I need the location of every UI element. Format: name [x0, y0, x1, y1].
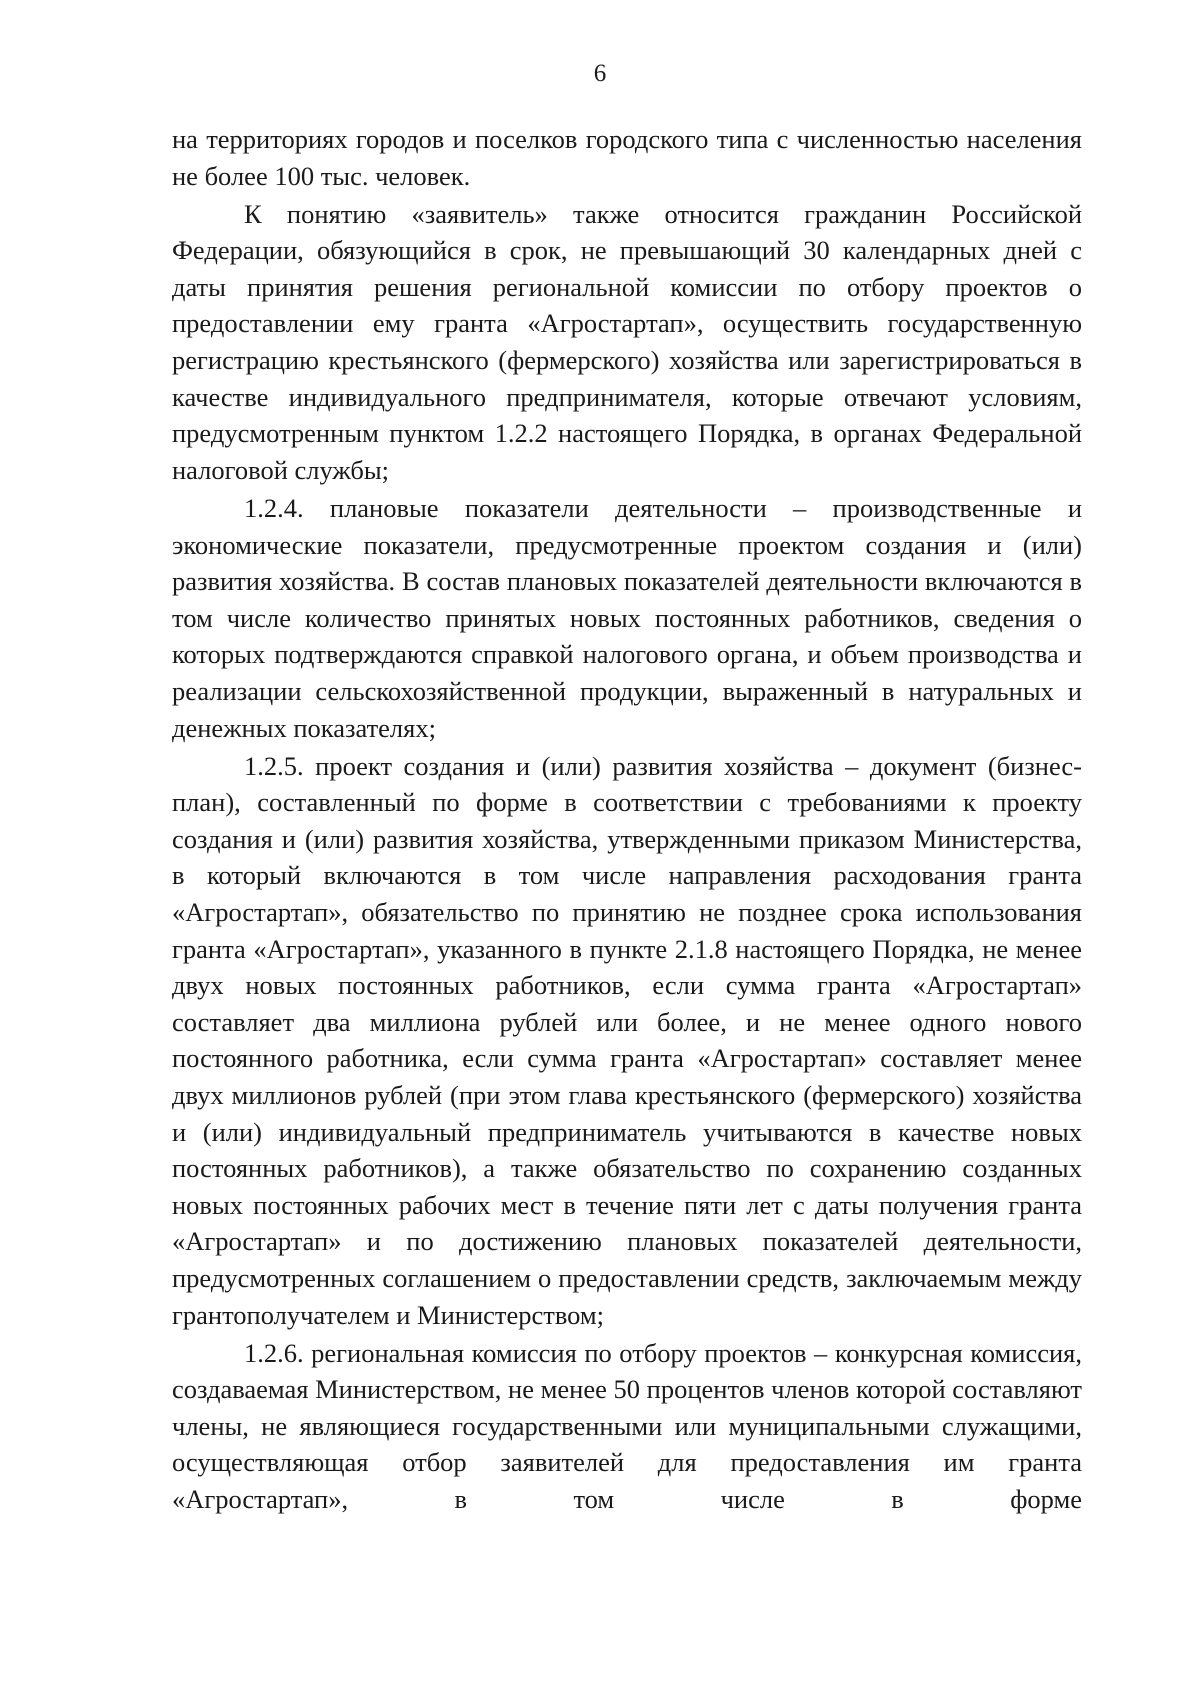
paragraph-applicant-definition: К понятию «заявитель» также относится гражданин Российской Федерации, обязующийся в срок, не превышающий 30 календарных дней с даты принятия решения региональной комиссии по отбору проектов о предоставлении ему гранта «Агростартап», осуществить государственную регистрацию крестьянского (фермерского) хозяйства или зарегистрироваться в качестве индивидуального предпринимателя, которые отвечают условиям, предусмотренным пунктом 1.2.2 настоящего Порядка, в органах Федеральной налоговой службы; [172, 198, 1082, 485]
paragraph-1-2-6: 1.2.6. региональная комиссия по отбору проектов – конкурсная комиссия, создаваемая Министерством, не менее 50 процентов членов которой составляют члены, не являющиеся государственными или муниципальными служащими, осуществляющая отбор заявителей для предоставления им гранта «Агростартап», в том числе в форме [172, 1337, 1082, 1514]
page-number: 6 [593, 60, 607, 87]
paragraph-1-2-4: 1.2.4. плановые показатели деятельности – производственные и экономические показатели, предусмотренные проектом создания и (или) развития хозяйства. В состав плановых показателей деятельности включаются в том числе количество принятых новых постоянных работников, сведения о которых подтверждаются справкой налогового органа, и объем производства и реализации сельскохозяйственной продукции, выраженный в натуральных и денежных показателях; [172, 492, 1082, 743]
paragraph-continuation: на территориях городов и поселков городского типа с численностью населения не более 100 тыс. человек. [172, 124, 1082, 191]
paragraph-1-2-5: 1.2.5. проект создания и (или) развития хозяйства – документ (бизнес-план), составленный по форме в соответствии с требованиями к проекту создания и (или) развития хозяйства, утвержденными приказом Министерства, в который включаются в том числе направления расходования гранта «Агростартап», обязательство по принятию не позднее срока использования гранта «Агростартап», указанного в пункте 2.1.8 настоящего Порядка, не менее двух новых постоянных работников, если сумма гранта «Агростартап» составляет два миллиона рублей или более, и не менее одного нового постоянного работника, если сумма гранта «Агростартап» составляет менее двух миллионов рублей (при этом глава крестьянского (фермерского) хозяйства и (или) индивидуальный предприниматель учитываются в качестве новых постоянных работников), а также обязательство по сохранению созданных новых постоянных рабочих мест в течение пяти лет с даты получения гранта «Агростартап» и по достижению плановых показателей деятельности, предусмотренных соглашением о предоставлении средств, заключаемым между грантополучателем и Министерством; [172, 750, 1082, 1330]
document-body [172, 121, 1082, 1519]
